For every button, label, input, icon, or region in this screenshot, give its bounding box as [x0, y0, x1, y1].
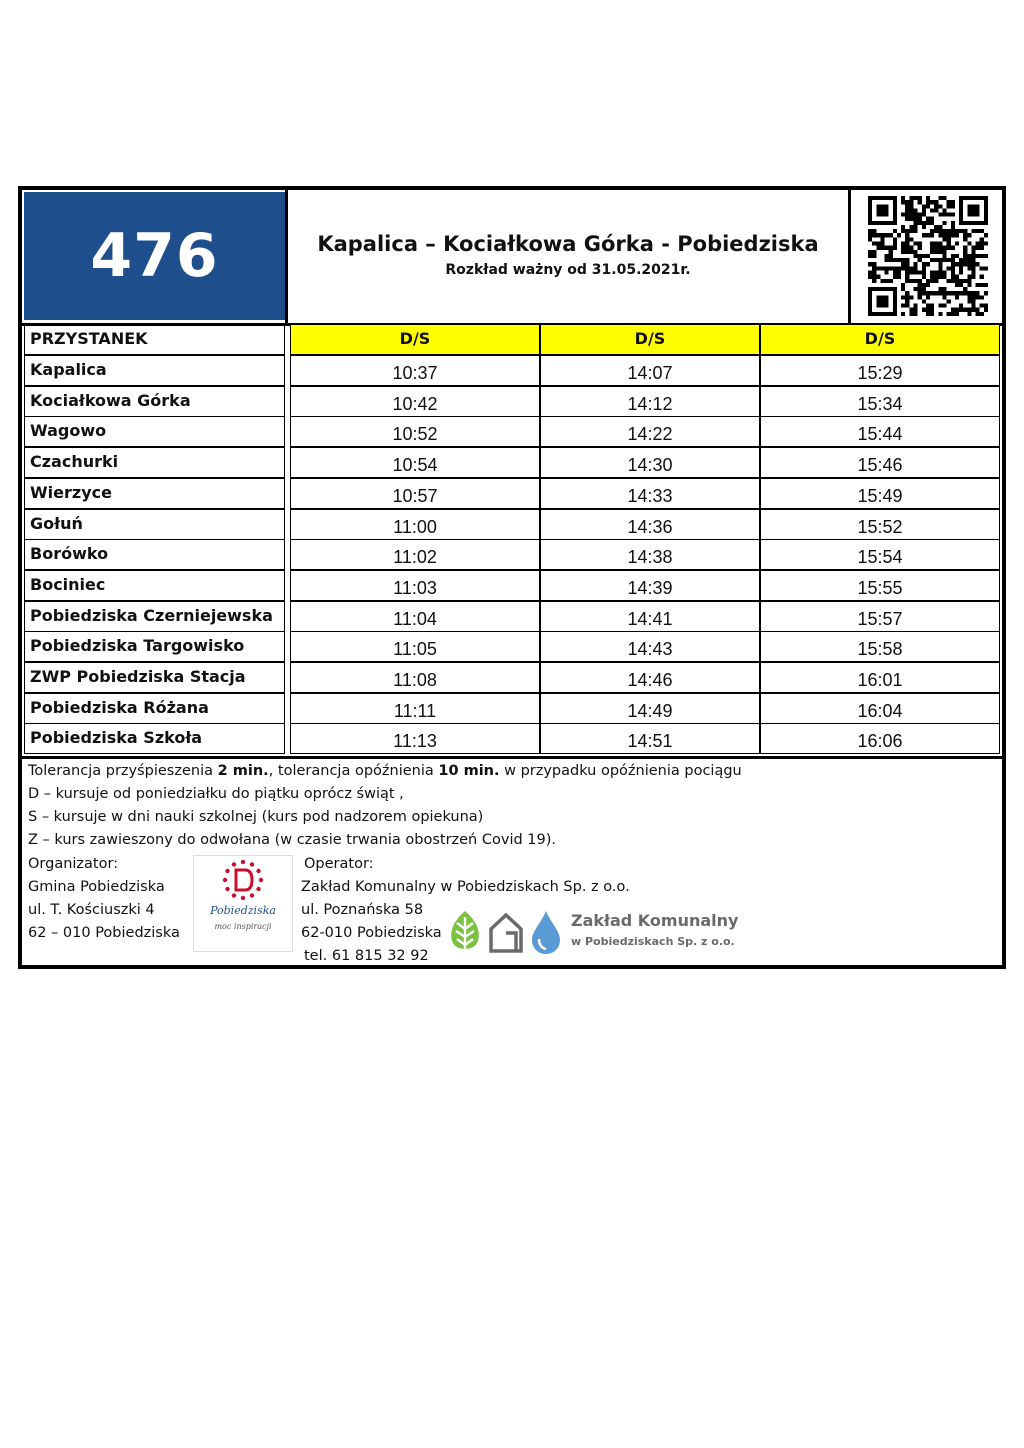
route-title: Kapalica – Kociałkowa Górka - Pobiedziska — [317, 232, 819, 256]
stop-name: ZWP Pobiedziska Stacja — [24, 662, 285, 693]
qr-code-icon — [868, 196, 988, 316]
table-row — [22, 509, 1002, 540]
departure-time: 11:11 — [290, 693, 540, 724]
departure-time: 14:07 — [540, 355, 760, 386]
departure-time: 14:46 — [540, 662, 760, 693]
departure-time: 10:52 — [290, 416, 540, 447]
legend-d: D – kursuje od poniedziałku do piątku oprócz świąt , — [28, 786, 404, 802]
house-icon — [488, 909, 524, 955]
departure-time: 14:43 — [540, 631, 760, 662]
table-row — [22, 478, 1002, 509]
legend-s: S – kursuje w dni nauki szkolnej (kurs pod nadzorem opiekuna) — [28, 809, 484, 825]
departure-time: 14:22 — [540, 416, 760, 447]
stop-name: Czachurki — [24, 447, 285, 478]
stop-column-header: PRZYSTANEK — [24, 324, 285, 355]
departure-time: 15:49 — [760, 478, 1000, 509]
table-row — [22, 723, 1002, 754]
table-row — [22, 539, 1002, 570]
departure-time: 14:12 — [540, 386, 760, 417]
stop-name: Kociałkowa Górka — [24, 386, 285, 417]
stop-name: Borówko — [24, 539, 285, 570]
organizer-block — [28, 853, 180, 945]
departure-time: 11:02 — [290, 539, 540, 570]
departure-time: 14:33 — [540, 478, 760, 509]
departure-time: 11:13 — [290, 723, 540, 754]
organizer-street: ul. T. Kościuszki 4 — [28, 902, 155, 918]
departure-time: 16:04 — [760, 693, 1000, 724]
departure-time: 15:57 — [760, 601, 1000, 632]
table-row — [22, 693, 1002, 724]
legend-z: Z – kurs zawieszony do odwołana (w czasie trwania obostrzeń Covid 19). — [28, 832, 556, 848]
stop-name: Pobiedziska Targowisko — [24, 631, 285, 662]
leaf-icon — [447, 909, 483, 955]
departure-time: 15:58 — [760, 631, 1000, 662]
departure-time: 15:54 — [760, 539, 1000, 570]
table-row — [22, 386, 1002, 417]
departure-time: 16:06 — [760, 723, 1000, 754]
table-row — [22, 355, 1002, 386]
pobiedziska-emblem-icon — [221, 858, 265, 902]
stop-name: Wagowo — [24, 416, 285, 447]
pobiedziska-logo-name: Pobiedziska — [210, 904, 276, 917]
table-row — [22, 662, 1002, 693]
departure-time: 14:36 — [540, 509, 760, 540]
departure-time: 14:39 — [540, 570, 760, 601]
departure-time: 15:52 — [760, 509, 1000, 540]
departure-time: 15:29 — [760, 355, 1000, 386]
departure-time: 11:04 — [290, 601, 540, 632]
zaklad-komunalny-logo — [447, 909, 767, 959]
water-drop-icon — [529, 909, 563, 955]
table-row — [22, 447, 1002, 478]
departure-time: 14:51 — [540, 723, 760, 754]
operator-city: 62-010 Pobiedziska — [301, 925, 442, 941]
table-row — [22, 631, 1002, 662]
departure-time: 14:41 — [540, 601, 760, 632]
route-number-box — [24, 192, 285, 320]
stop-name: Pobiedziska Szkoła — [24, 723, 285, 754]
departure-time: 14:30 — [540, 447, 760, 478]
operator-phone: tel. 61 815 32 92 — [304, 948, 429, 964]
departure-time: 10:37 — [290, 355, 540, 386]
pobiedziska-logo — [193, 855, 293, 952]
column-header: D/S — [540, 324, 760, 355]
stop-name: Bociniec — [24, 570, 285, 601]
stop-name: Pobiedziska Różana — [24, 693, 285, 724]
notes-section — [22, 756, 1002, 972]
departure-time: 15:34 — [760, 386, 1000, 417]
stop-name: Wierzyce — [24, 478, 285, 509]
pobiedziska-logo-tagline: moc inspiracji — [214, 922, 272, 931]
timetable-header — [22, 190, 1002, 326]
table-row — [22, 416, 1002, 447]
departure-time: 10:42 — [290, 386, 540, 417]
organizer-city: 62 – 010 Pobiedziska — [28, 925, 180, 941]
column-header: D/S — [290, 324, 540, 355]
zaklad-komunalny-logo-name: Zakład Komunalny — [571, 911, 739, 930]
validity-date: Rozkład ważny od 31.05.2021r. — [445, 262, 691, 278]
timetable-frame — [18, 186, 1006, 969]
table-row — [22, 601, 1002, 632]
departure-time: 16:01 — [760, 662, 1000, 693]
departure-time: 15:55 — [760, 570, 1000, 601]
departure-time: 11:05 — [290, 631, 540, 662]
stop-name: Kapalica — [24, 355, 285, 386]
operator-street: ul. Poznańska 58 — [301, 902, 424, 918]
divider — [848, 190, 851, 323]
table-header-row — [22, 324, 1002, 355]
operator-label: Operator: — [304, 856, 374, 872]
stop-name: Gołuń — [24, 509, 285, 540]
departure-time: 15:44 — [760, 416, 1000, 447]
route-number: 476 — [90, 221, 219, 291]
departure-time: 11:08 — [290, 662, 540, 693]
departure-time: 11:00 — [290, 509, 540, 540]
organizer-label: Organizator: — [28, 856, 119, 872]
departure-time: 14:49 — [540, 693, 760, 724]
zaklad-komunalny-logo-sub: w Pobiedziskach Sp. z o.o. — [571, 935, 735, 948]
organizer-name: Gmina Pobiedziska — [28, 879, 165, 895]
stop-name: Pobiedziska Czerniejewska — [24, 601, 285, 632]
table-row — [22, 570, 1002, 601]
column-header: D/S — [760, 324, 1000, 355]
departure-time: 10:54 — [290, 447, 540, 478]
departure-time: 10:57 — [290, 478, 540, 509]
title-area — [288, 190, 848, 323]
departure-time: 14:38 — [540, 539, 760, 570]
departure-time: 11:03 — [290, 570, 540, 601]
departure-time: 15:46 — [760, 447, 1000, 478]
tolerance-note: Tolerancja przyśpieszenia 2 min., tolerancja opóźnienia 10 min. w przypadku opóźnienia pociągu — [28, 763, 742, 779]
operator-name: Zakład Komunalny w Pobiedziskach Sp. z o.o. — [301, 879, 630, 895]
